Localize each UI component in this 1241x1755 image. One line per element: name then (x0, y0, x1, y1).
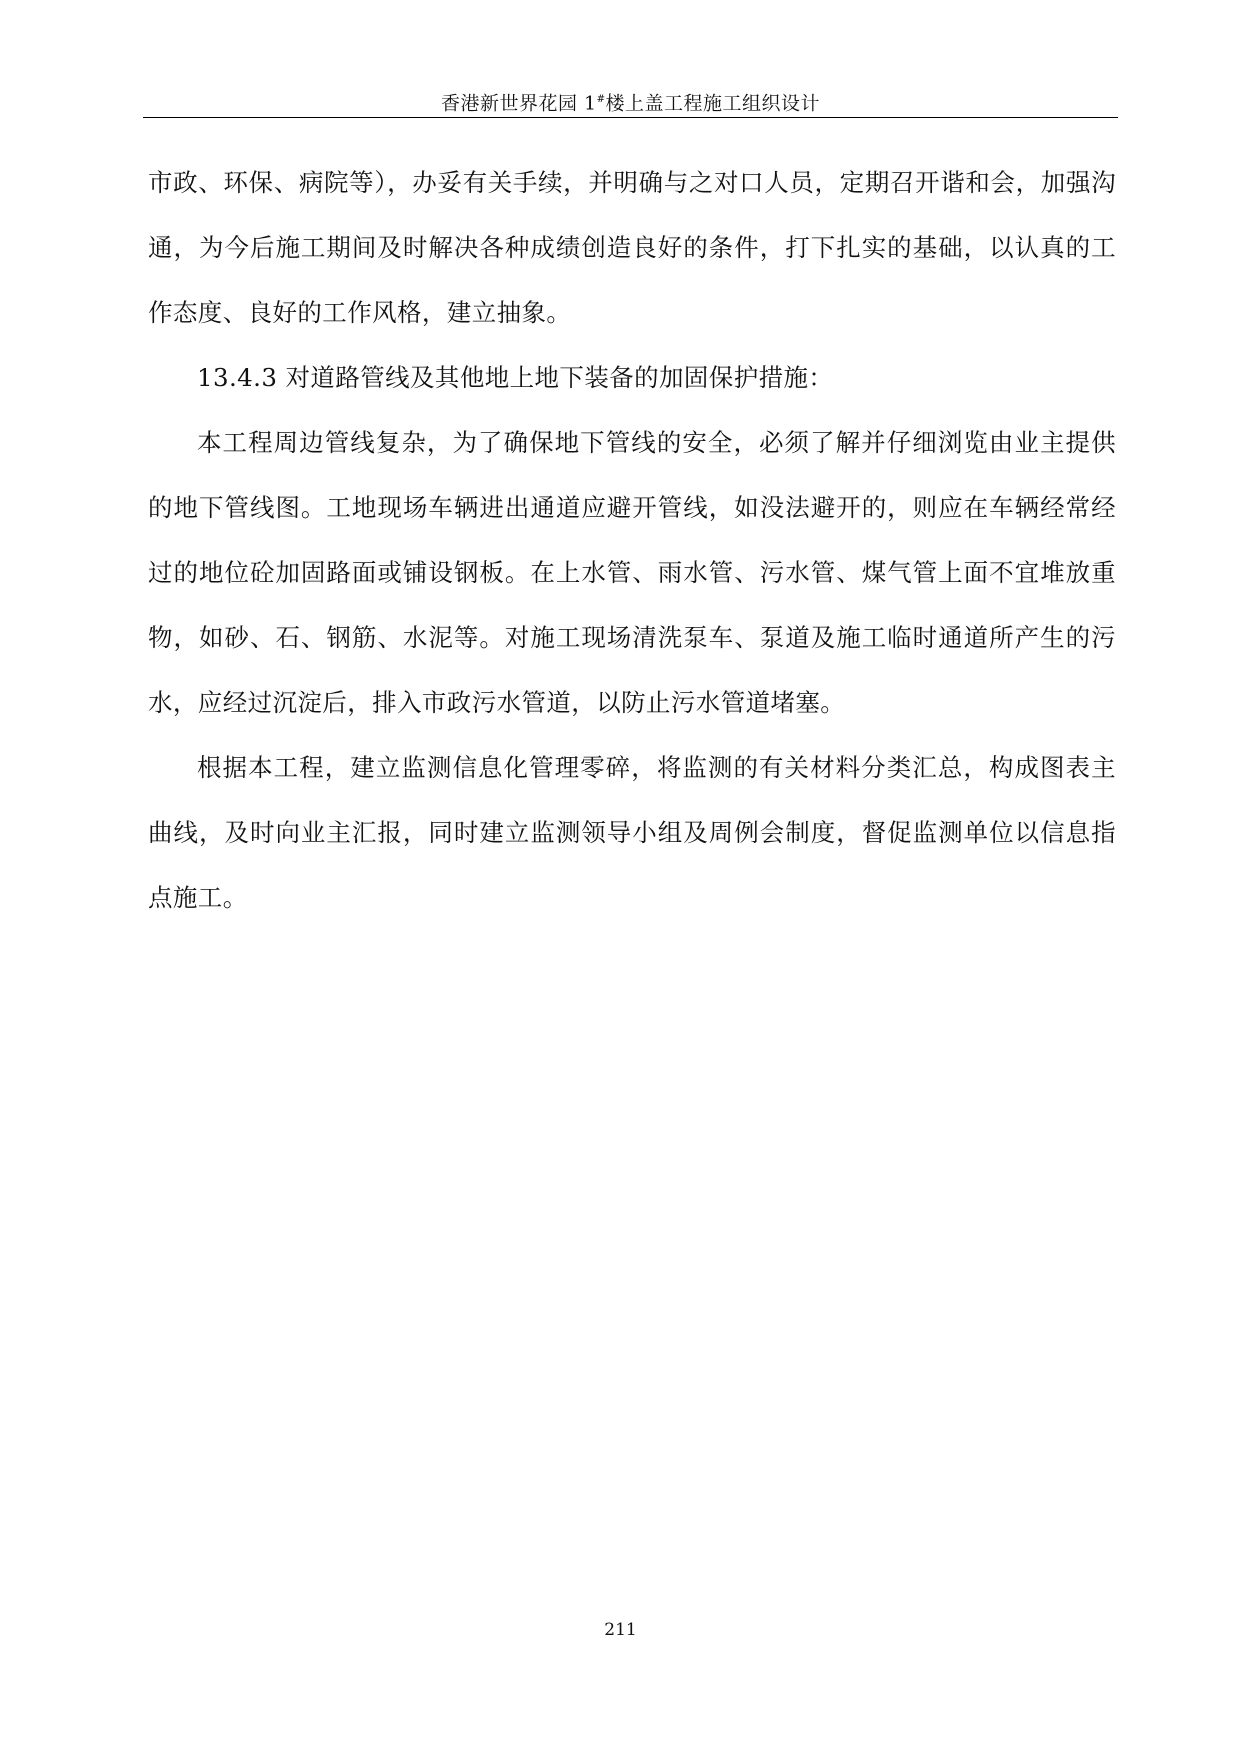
paragraph-1: 市政、环保、病院等），办妥有关手续，并明确与之对口人员，定期召开谐和会，加强沟通，为今后施工期间及时解决各种成绩创造良好的条件，打下扎实的基础，以认真的工作态度、良好的工作风格，建立抽象。 (148, 168, 1116, 327)
header-title-superscript: # (596, 94, 606, 105)
page-header (143, 88, 1118, 115)
header-divider (143, 117, 1118, 118)
paragraph-2: 本工程周边管线复杂，为了确保地下管线的安全，必须了解并仔细浏览由业主提供的地下管线图。工地现场车辆进出通道应避开管线，如没法避开的，则应在车辆经常经过的地位砼加固路面或铺设钢板。在上水管、雨水管、污水管、煤气管上面不宜堆放重物，如砂、石、钢筋、水泥等。对施工现场清洗泵车、泵道及施工临时通道所产生的污水，应经过沉淀后，排入市政污水管道，以防止污水管道堵塞。 (148, 428, 1116, 717)
page-number: 211 (604, 1620, 637, 1640)
section-heading-13-4-3: 13.4.3 对道路管线及其他地上地下装备的加固保护措施： (197, 363, 834, 392)
header-title-part2: 楼上盖工程施工组织设计 (605, 92, 821, 115)
header-title-part1: 香港新世界花园 1 (440, 92, 597, 115)
document-body (148, 150, 1116, 930)
paragraph-3: 根据本工程，建立监测信息化管理零碎，将监测的有关材料分类汇总，构成图表主曲线，及时向业主汇报，同时建立监测领导小组及周例会制度，督促监测单位以信息指点施工。 (148, 753, 1116, 912)
